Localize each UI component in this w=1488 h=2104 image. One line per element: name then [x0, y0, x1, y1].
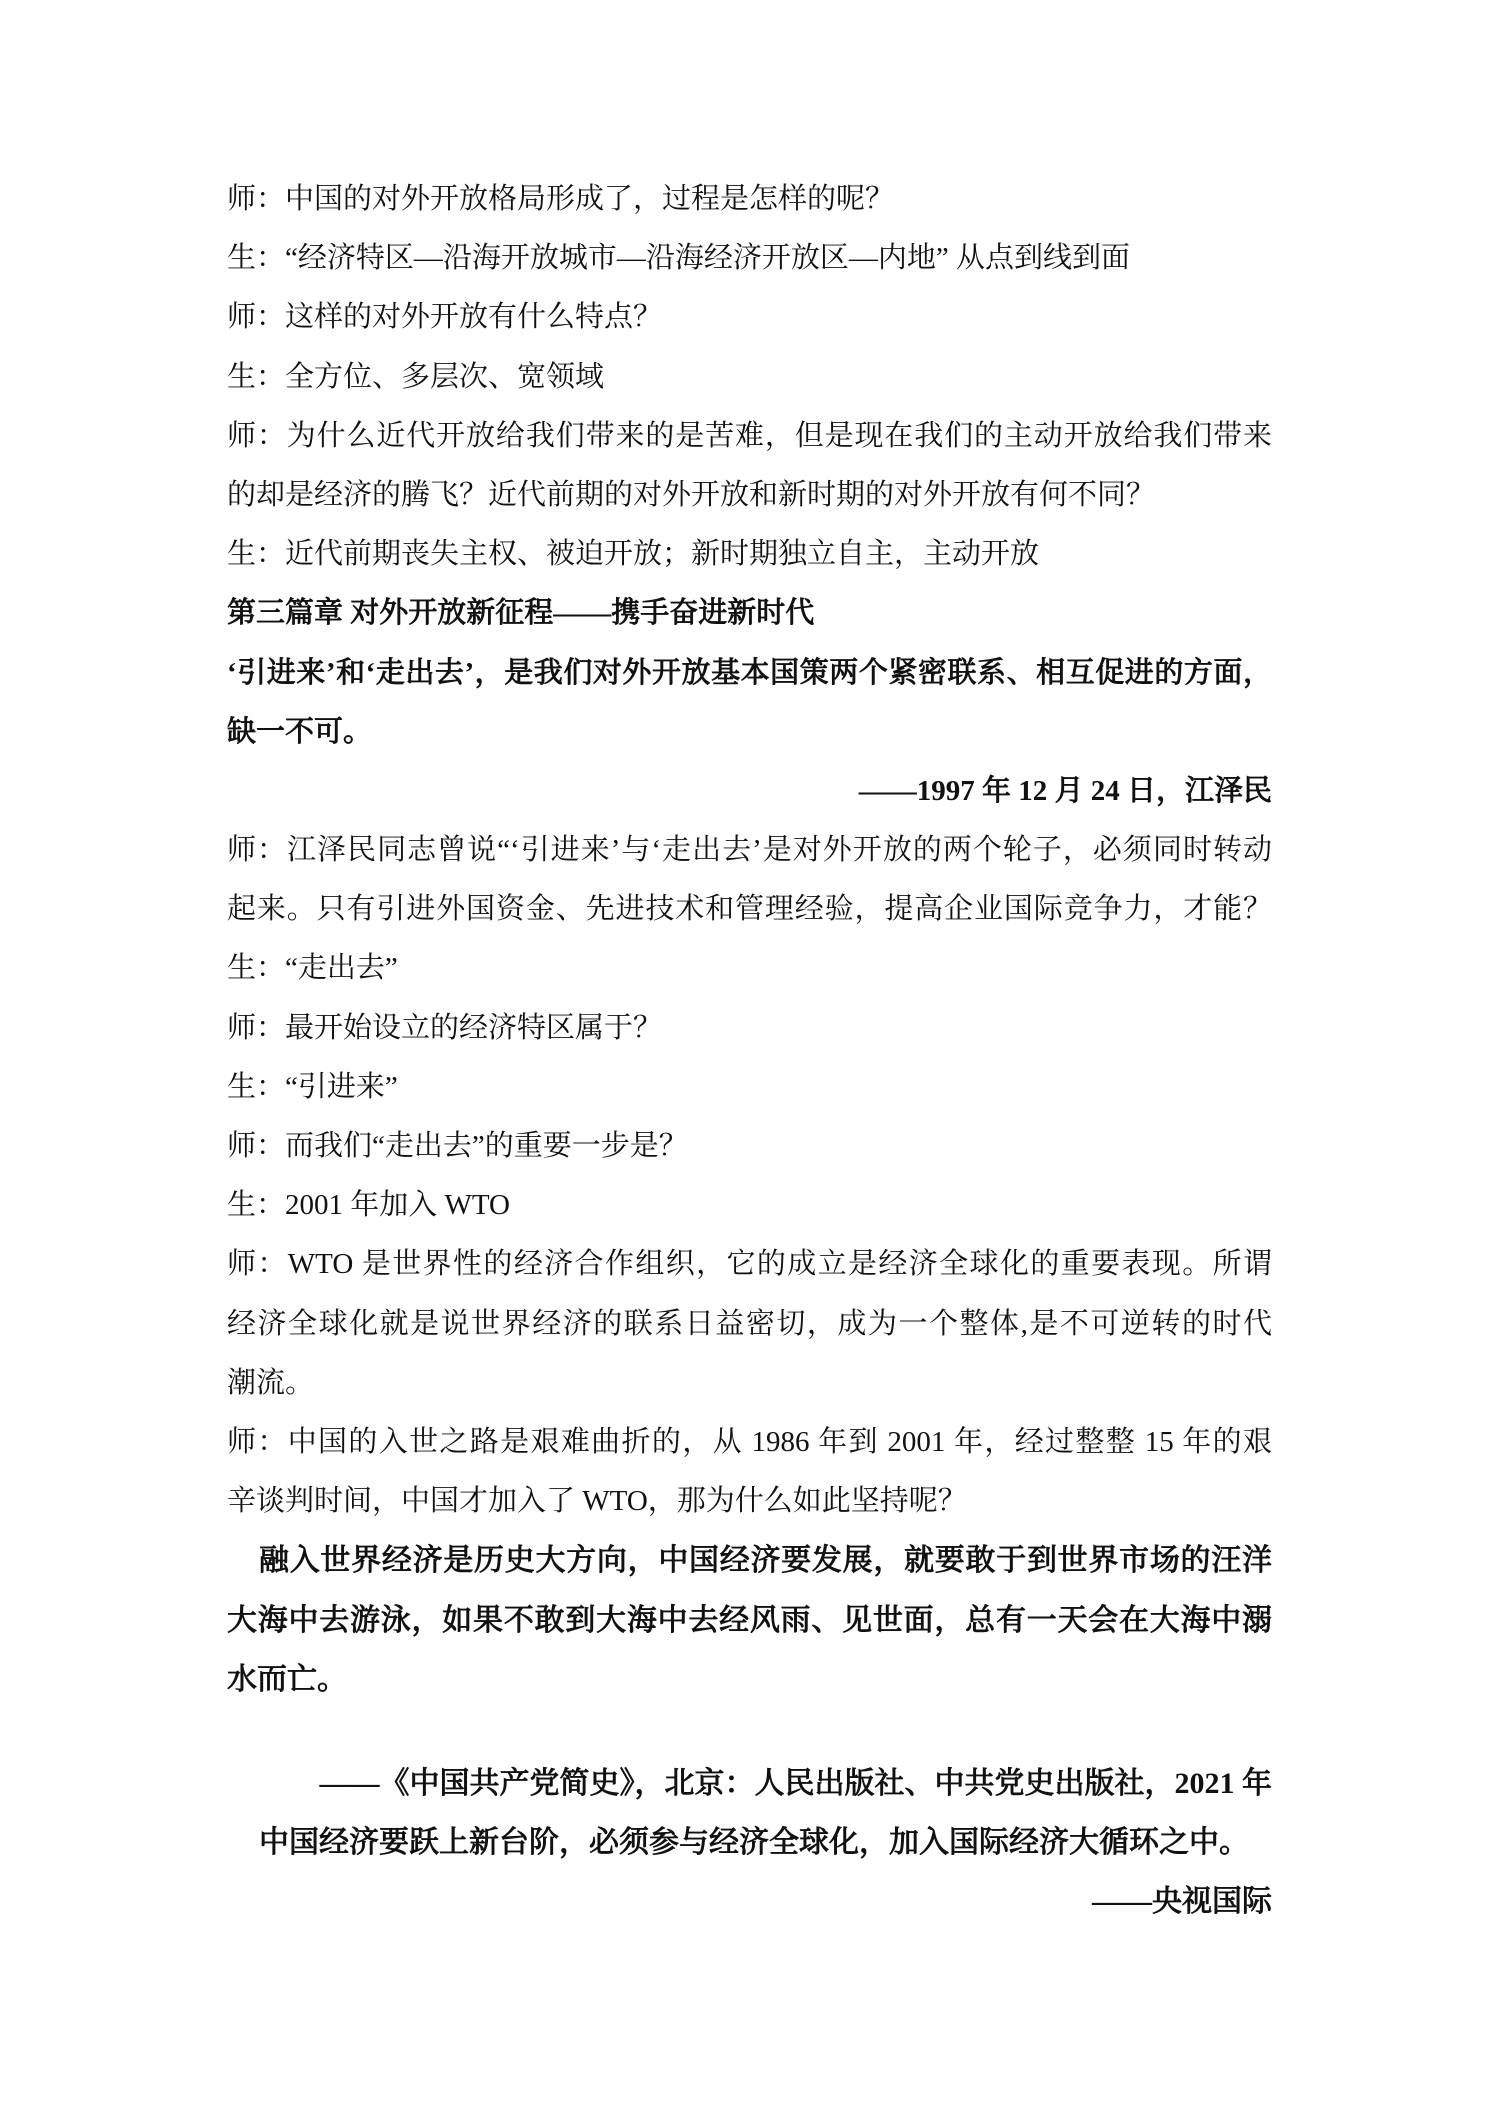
spacer — [227, 1709, 1272, 1754]
dialogue-line: 师：这样的对外开放有什么特点？ — [227, 301, 663, 334]
dialogue-line: 生：“走出去” — [227, 952, 398, 985]
dialogue-line: 生：2001 年加入 WTO — [227, 1189, 511, 1222]
quote-attribution: ——《中国共产党简史》，北京：人民出版社、中共党史出版社，2021 年 — [319, 1766, 1272, 1800]
dialogue-line: 师：为什么近代开放给我们带来的是苦难，但是现在我们的主动开放给我们带来 — [227, 419, 1272, 452]
quote-attribution: ——央视国际 — [1092, 1885, 1272, 1919]
dialogue-line: 师：江泽民同志曾说“‘引进来’与‘走出去’是对外开放的两个轮子，必须同时转动 — [227, 834, 1272, 867]
quote-line: 中国经济要跃上新台阶，必须参与经济全球化，加入国际经济大循环之中。 — [259, 1825, 1249, 1859]
quote-line: ‘引进来’和‘走出去’，是我们对外开放基本国策两个紧密联系、相互促进的方面， — [227, 656, 1272, 689]
dialogue-line: 生：全方位、多层次、宽领域 — [227, 360, 605, 393]
dialogue-line: 生：近代前期丧失主权、被迫开放；新时期独立自主，主动开放 — [227, 538, 1040, 571]
dialogue-line: 师：中国的入世之路是艰难曲折的，从 1986 年到 2001 年，经过整整 15 年的艰 — [227, 1425, 1272, 1458]
document-body — [227, 170, 1272, 1931]
dialogue-line: 生：“引进来” — [227, 1070, 398, 1103]
dialogue-line: 起来。只有引进外国资金、先进技术和管理经验，提高企业国际竞争力，才能？ — [227, 893, 1272, 926]
quote-line: 缺一不可。 — [227, 715, 373, 748]
quote-line: 水而亡。 — [227, 1662, 347, 1696]
dialogue-line: 辛谈判时间，中国才加入了 WTO，那为什么如此坚持呢？ — [227, 1485, 967, 1518]
dialogue-line: 师：中国的对外开放格局形成了，过程是怎样的呢？ — [227, 183, 895, 215]
dialogue-line: 潮流。 — [227, 1366, 315, 1399]
dialogue-line: 师：而我们“走出去”的重要一步是？ — [227, 1130, 688, 1162]
dialogue-line: 师：WTO 是世界性的经济合作组织，它的成立是经济全球化的重要表现。所谓 — [227, 1248, 1272, 1281]
dialogue-line: 生：“经济特区—沿海开放城市—沿海经济开放区—内地” 从点到线到面 — [227, 242, 1130, 275]
quote-line: 融入世界经济是历史大方向，中国经济要发展，就要敢于到世界市场的汪洋 — [259, 1544, 1272, 1578]
dialogue-line: 经济全球化就是说世界经济的联系日益密切，成为一个整体,是不可逆转的时代 — [227, 1307, 1272, 1340]
quote-attribution: ——1997 年 12 月 24 日，江泽民 — [858, 774, 1272, 807]
dialogue-line: 师：最开始设立的经济特区属于？ — [227, 1011, 663, 1044]
dialogue-line: 的却是经济的腾飞？近代前期的对外开放和新时期的对外开放有何不同？ — [227, 478, 1156, 511]
quote-line: 大海中去游泳，如果不敢到大海中去经风雨、见世面，总有一天会在大海中溺 — [227, 1603, 1272, 1637]
chapter-heading: 第三篇章 对外开放新征程——携手奋进新时代 — [227, 597, 815, 630]
